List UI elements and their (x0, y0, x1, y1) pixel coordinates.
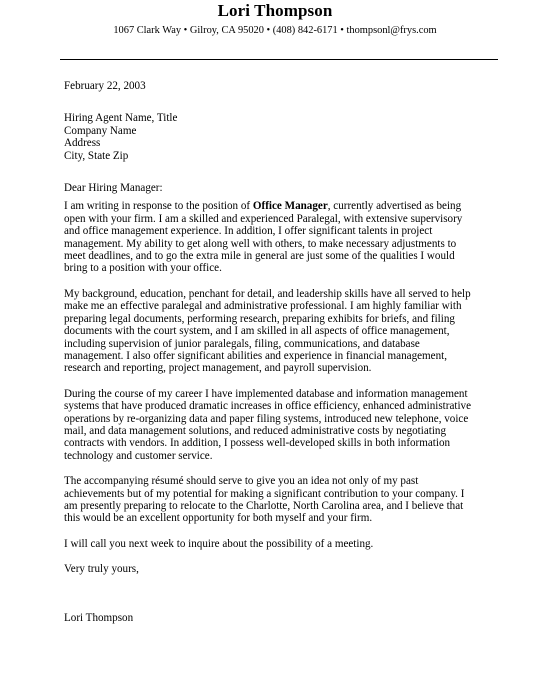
paragraph-line (64, 200, 504, 212)
recipient-line: City, State Zip (64, 149, 129, 162)
recipient-line: Address (64, 137, 101, 150)
paragraph-text: , currently advertised as being (327, 200, 462, 213)
paragraph-line: research and reporting, project management, and payroll supervision. (64, 362, 372, 375)
letter-body (64, 80, 504, 624)
salutation: Dear Hiring Manager: (64, 182, 163, 195)
letter-date: February 22, 2003 (64, 80, 146, 92)
paragraph-line: management. I also offer significant abilities and experience in financial management, (64, 349, 447, 362)
paragraph-line: including supervision of junior paralegals, filing, communications, and database (64, 337, 420, 350)
header-divider (60, 59, 498, 60)
paragraph-line: During the course of my career I have implemented database and information management (64, 387, 468, 400)
paragraph-line: this would be an excellent opportunity for both myself and your firm. (64, 512, 373, 525)
paragraph-line: open with your firm. I am a skilled and experienced Paralegal, with extensive supervisory (64, 212, 463, 225)
paragraph-4 (64, 475, 504, 525)
recipient-line: Hiring Agent Name, Title (64, 112, 178, 125)
paragraph-line: mail, and data management solutions, and reduced administrative costs by negotiating (64, 424, 447, 437)
paragraph-text: I am writing in response to the position of (64, 200, 253, 213)
paragraph-line: documents with the court system, and I am skilled in all aspects of office management, (64, 325, 450, 338)
sender-name: Lori Thompson (217, 1, 333, 20)
paragraph-1 (64, 200, 504, 274)
paragraph-line: make me an effective paralegal and administrative professional. I am highly familiar with (64, 300, 462, 313)
paragraph-2 (64, 288, 504, 375)
paragraph-3 (64, 388, 504, 462)
paragraph-line: technology and customer service. (64, 449, 213, 462)
recipient-block (64, 112, 504, 162)
paragraph-line: and office management experience. In addition, I offer significant talents in project (64, 225, 433, 238)
paragraph-5: I will call you next week to inquire about the possibility of a meeting. (64, 537, 374, 550)
letterhead (0, 0, 550, 37)
signature-name: Lori Thompson (64, 611, 134, 624)
position-title: Office Manager (252, 200, 328, 213)
paragraph-line: meet deadlines, and to go the extra mile in general are just some of the qualities I would (64, 250, 455, 263)
paragraph-line: operations by re-organizing data and paper filing systems, introduced new telephone, voice (64, 412, 469, 425)
paragraph-line: management. My ability to get along well with others, to make necessary adjustments to (64, 237, 457, 250)
sender-contact-line: 1067 Clark Way • Gilroy, CA 95020 • (408) 842-6171 • thompsonl@frys.com (113, 25, 437, 36)
paragraph-line: achievements but of my potential for making a significant contribution to your company. I (64, 487, 465, 500)
paragraph-line: bring to a position with your office. (64, 262, 222, 275)
paragraph-line: My background, education, penchant for detail, and leadership skills have all served to help (64, 287, 471, 300)
paragraph-line: preparing legal documents, performing research, preparing exhibits for briefs, and filing (64, 312, 455, 325)
closing: Very truly yours, (64, 563, 139, 576)
paragraph-line: am presently preparing to relocate to the Charlotte, North Carolina area, and I believe that (64, 499, 464, 512)
paragraph-line: systems that have produced dramatic increases in office efficiency, enhanced administrative (64, 400, 472, 413)
paragraph-line: The accompanying résumé should serve to give you an idea not only of my past (64, 475, 419, 488)
paragraph-line: contracts with vendors. In addition, I possess well-developed skills in both information (64, 437, 451, 450)
recipient-line: Company Name (64, 124, 137, 137)
